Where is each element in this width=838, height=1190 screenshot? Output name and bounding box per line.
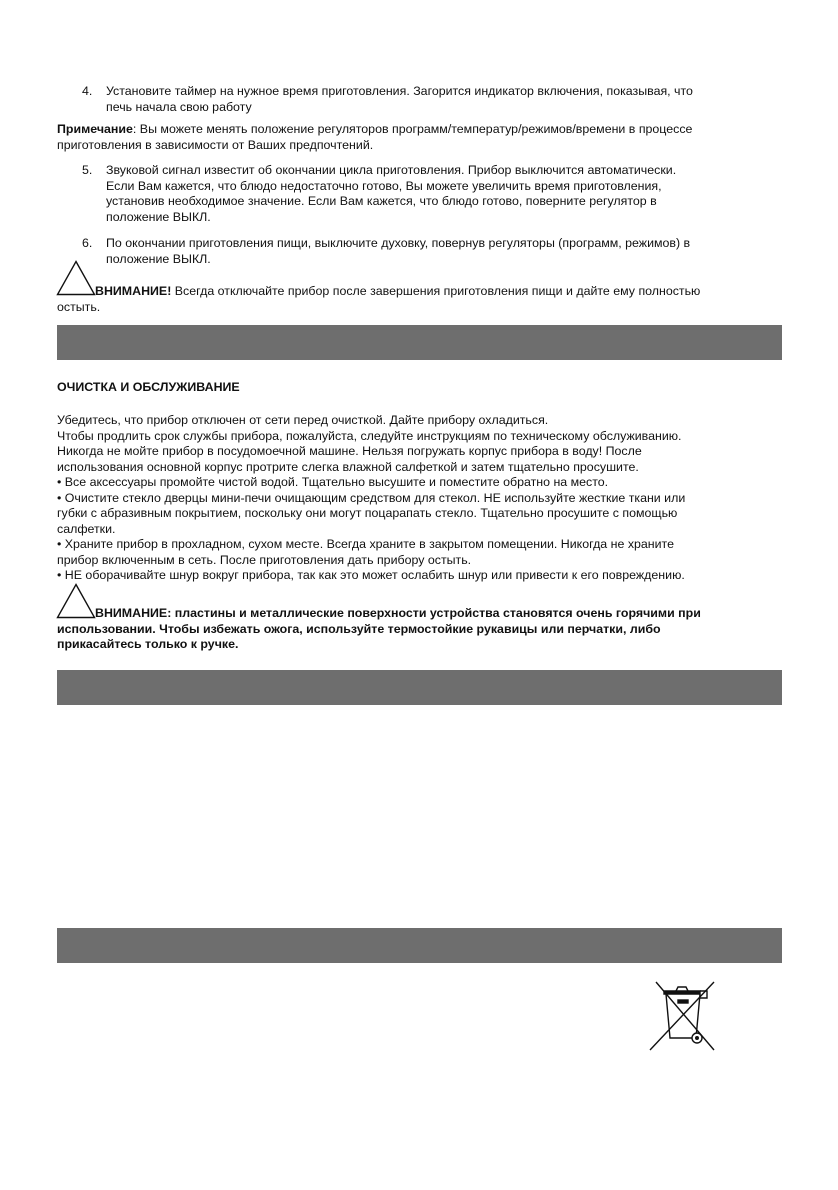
crossed-out-wheelie-bin-icon (644, 976, 720, 1052)
cleaning-line: Убедитесь, что прибор отключен от сети перед очисткой. Дайте прибору охладиться. (57, 413, 549, 427)
note-label: Примечание (57, 122, 133, 136)
section-divider-bar-2 (57, 670, 782, 705)
warning-2-line-1: ВНИМАНИЕ: пластины и металлические поверхности устройства становятся очень горячими при (95, 606, 701, 620)
step-5-line-1: Звуковой сигнал известит об окончании цикла приготовления. Прибор выключится автоматически. (106, 163, 677, 177)
cleaning-line: прибор включенным в сеть. После приготовления дать прибору остыть. (57, 552, 472, 567)
cleaning-line: губки с абразивным покрытием, поскольку они могут поцарапать стекло. Тщательно просушите с помощью (57, 506, 678, 520)
step-5-line-2: Если Вам кажется, что блюдо недостаточно готово, Вы можете увеличить время приготовления, (106, 178, 662, 193)
step-6-line-1: По окончании приготовления пищи, выключите духовку, повернув регуляторы (программ, режимов) в (106, 236, 691, 250)
step-5-text (106, 163, 766, 225)
warning-2 (57, 606, 782, 653)
step-4-number: 4. (82, 84, 93, 98)
warning-1-line-1: Всегда отключайте прибор после завершения приготовления пищи и дайте ему полностью (171, 284, 701, 298)
cleaning-bullet: • Очистите стекло дверцы мини-печи очищающим средством для стекол. НЕ используйте жесткие ткани или (57, 490, 686, 505)
step-4-text (106, 84, 766, 115)
warning-2-line-2: использовании. Чтобы избежать ожога, используйте термостойкие рукавицы или перчатки, либо (57, 621, 661, 636)
note-line-2: приготовления в зависимости от Ваших предпочтений. (57, 137, 374, 152)
cleaning-heading: ОЧИСТКА И ОБСЛУЖИВАНИЕ (57, 380, 240, 394)
step-6-number: 6. (82, 236, 93, 250)
warning-2-line-3: прикасайтесь только к ручке. (57, 637, 239, 651)
cleaning-line: использования основной корпус протрите слегка влажной салфеткой и затем тщательно просушите. (57, 459, 639, 474)
section-divider-bar-3 (57, 928, 782, 963)
cleaning-line: Никогда не мойте прибор в посудомоечной машине. Нельзя погружать корпус прибора в воду! После (57, 444, 642, 458)
note-line-1: : Вы можете менять положение регуляторов программ/температур/режимов/времени в процессе (132, 122, 693, 136)
warning-1-label: ВНИМАНИЕ! (95, 284, 172, 298)
step-5-line-3: установив необходимое значение. Если Вам кажется, что блюдо готово, поверните регулятор в (106, 194, 657, 208)
step-4-line-1: Установите таймер на нужное время приготовления. Загорится индикатор включения, показывая, что (106, 84, 693, 98)
cleaning-line: салфетки. (57, 521, 116, 536)
step-6-line-2: положение ВЫКЛ. (106, 251, 211, 266)
cleaning-bullet: • Все аксессуары промойте чистой водой. Тщательно высушите и поместите обратно на место. (57, 475, 609, 489)
note (57, 122, 782, 153)
step-4-line-2: печь начала свою работу (106, 99, 252, 114)
warning-1-line-2: остыть. (57, 299, 101, 314)
cleaning-bullet: • Храните прибор в прохладном, сухом месте. Всегда храните в закрытом помещении. Никогда не храните (57, 537, 674, 551)
cleaning-body (57, 413, 782, 584)
step-5-number: 5. (82, 163, 93, 177)
cleaning-line: Чтобы продлить срок службы прибора, пожалуйста, следуйте инструкциям по техническому обслуживанию. (57, 428, 682, 443)
step-6-text (106, 236, 766, 267)
warning-1 (57, 284, 782, 315)
step-5-line-4: положение ВЫКЛ. (106, 209, 211, 224)
cleaning-bullet: • НЕ оборачивайте шнур вокруг прибора, так как это может ослабить шнур или привести к его повреждению. (57, 568, 685, 582)
section-divider-bar-1 (57, 325, 782, 360)
